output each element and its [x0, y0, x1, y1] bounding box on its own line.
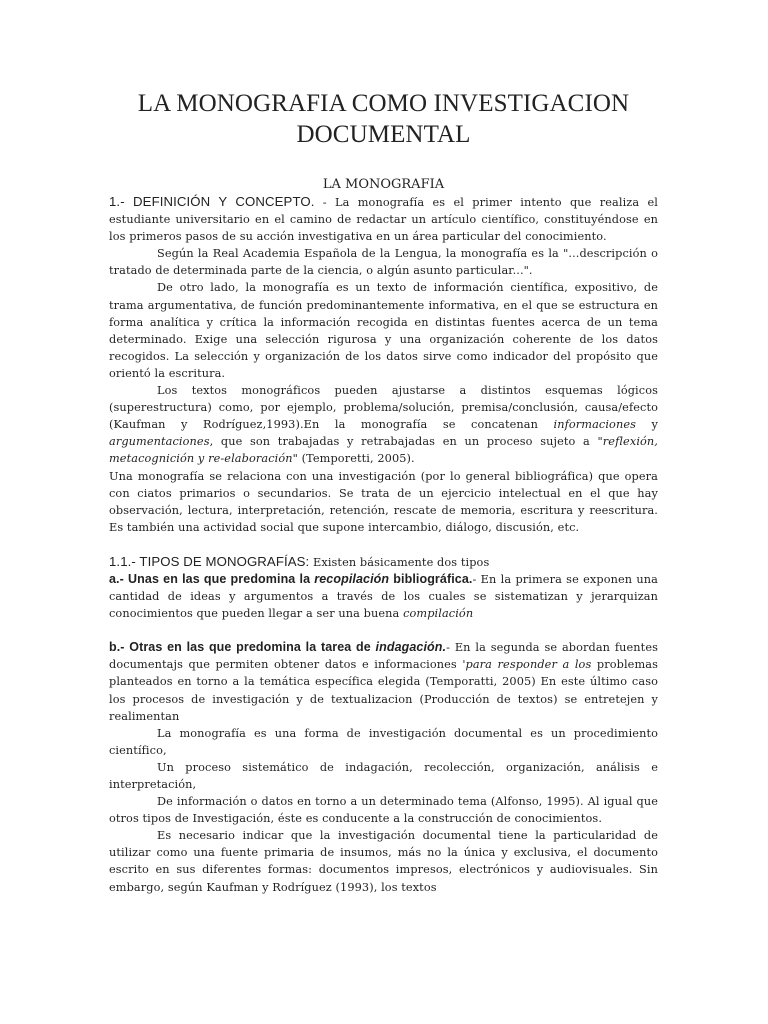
document-title: [109, 88, 658, 150]
tipos-text: Existen básicamente dos tipos: [309, 555, 490, 569]
paragraph-informacion: De información o datos en torno a un determinado tema (Alfonso, 1995). Al igual que otros tipos de Investigación, éste es conducente a la construcción de conocimientos.: [109, 795, 658, 826]
tipo-b-bold-1: b.- Otras en las que predomina la tarea de: [109, 640, 376, 655]
paragraph-documento-escrito: Es necesario indicar que la investigación documental tiene la particularidad de utilizar como una fuente primaria de insumos, más no la única y exclusiva, el documento escrito en sus diferentes formas: documentos impresos, electrónicos y audiovisuales. Sin embargo, según Kaufman y Rodríguez (1993), los textos: [109, 829, 658, 894]
paragraph-tipo-a: [109, 571, 658, 622]
p4-text-d: (Temporetti, 2005).: [297, 452, 415, 466]
tipo-a-italic: compilación: [403, 607, 474, 621]
p4-italic-1: informaciones: [553, 418, 637, 432]
p4-italic-3: reflexión, metacognición y re-elaboración": [109, 435, 658, 466]
spacer: [109, 536, 658, 553]
spacer: [109, 622, 658, 639]
tipo-a-bold-1: a.- Unas en las que predomina la: [109, 571, 315, 586]
paragraph-forma-investigacion: La monografía es una forma de investigación documental es un procedimiento científico,: [109, 726, 658, 757]
p4-text-c: , que son trabajadas y retrabajadas en un proceso sujeto a ": [209, 435, 603, 449]
definition-text: - La monografía es el primer intento que realiza el estudiante universitario en el camino de redactar un artículo científico, constituyéndose en los primeros pasos de su acción investigativa en un área particular del conocimiento.: [109, 196, 658, 244]
p4-italic-2: argumentaciones: [109, 435, 210, 449]
paragraph-tipos: [109, 553, 658, 571]
tipo-a-text: - En la primera se exponen una cantidad de ideas y argumentos a través de los cuales se sistematizan y jerarquizan conocimientos que pueden llegar a ser una buena: [109, 572, 659, 621]
tipo-b-text-1: - En la segunda se abordan fuentes documentajs que permiten obtener datos e informaciones: [109, 641, 658, 672]
tipo-a-bold-italic: recopilación: [314, 571, 390, 586]
p4-text-b: y: [636, 418, 658, 432]
tipo-b-text-2: problemas planteados en torno a la temática específica elegida (Temporatti, 2005) En este último caso los procesos de investigación y de textualizacion (Producción de textos) se entretejen y realimentan: [109, 658, 658, 723]
p4-text-a: Los textos monográficos pueden ajustarse a distintos esquemas lógicos (superestructura) como, por ejemplo, problema/solución, premisa/conclusión, causa/efecto (Kaufman y Rodríguez,1993).En la monografía se concatenan: [109, 384, 658, 432]
paragraph-rae: Según la Real Academia Española de la Lengua, la monografía es la "...descripción o tratado de determinada parte de la ciencia, o algún asunto particular...".: [109, 247, 658, 278]
definition-heading: 1.- DEFINICIÓN Y CONCEPTO.: [109, 194, 315, 209]
paragraph-proceso: Un proceso sistemático de indagación, recolección, organización, análisis e interpretación,: [109, 760, 658, 791]
tipo-b-bold-italic: indagación.: [375, 640, 447, 655]
paragraph-definition: [109, 193, 658, 245]
tipo-b-italic: 'para responder a los: [462, 658, 592, 672]
tipo-a-bold-2: bibliográfica.: [389, 571, 473, 586]
section-title: LA MONOGRAFIA: [322, 177, 445, 192]
tipos-heading: 1.1.- TIPOS DE MONOGRAFÍAS:: [109, 553, 310, 569]
title-line-1: LA MONOGRAFIA COMO INVESTIGACION: [137, 90, 630, 117]
paragraph-texto-cientifico: De otro lado, la monografía es un texto de información científica, expositivo, de trama argumentativa, de función predominantemente informativa, en el que se estructura en forma analítica y crítica la información recogida en distintas fuentes acerca de un tema determinado. Exige una selección rigurosa y una organización coherente de los datos recogidos. La selección y organización de los datos sirve como indicador del propósito que orientó la escritura.: [109, 281, 658, 380]
paragraph-investigacion: Una monografía se relaciona con una investigación (por lo general bibliográfica) que opera con ciatos primarios o secundarios. Se trata de un ejercicio intelectual en el que hay observación, lectura, interpretación, retención, rescate de memoria, escritura y reescritura. Es también una actividad social que supone intercambio, diálogo, discusión, etc.: [109, 469, 658, 534]
paragraph-textos-monograficos: [109, 382, 658, 467]
paragraph-tipo-b: [109, 639, 658, 724]
title-line-2: DOCUMENTAL: [296, 121, 471, 148]
